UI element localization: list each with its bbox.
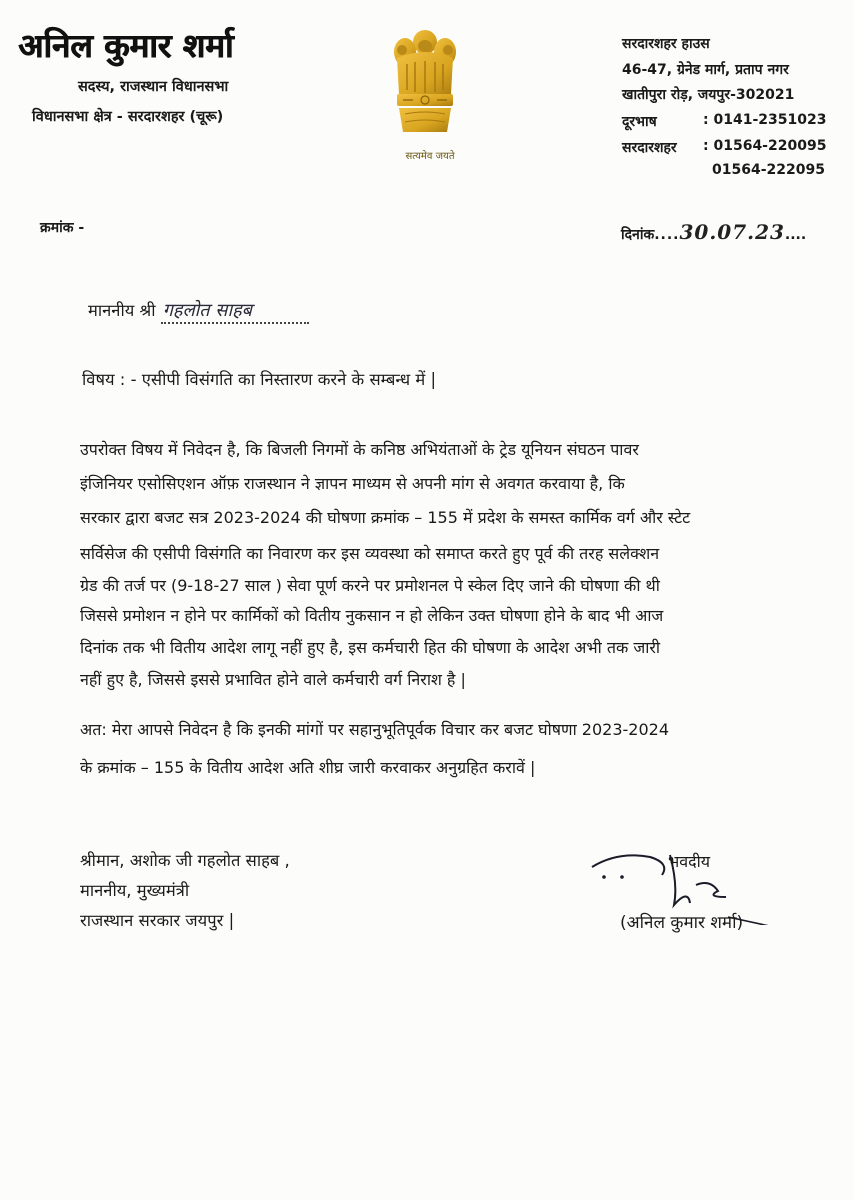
date-value: 30.07.23 [679, 220, 785, 244]
address-line-1: सरदारशहर हाउस [622, 36, 710, 52]
phone-label: दूरभाष [622, 114, 657, 130]
paragraph-line: सरकार द्वारा बजट सत्र 2023-2024 की घोषणा क्रमांक – 155 में प्रदेश के समस्त कार्मिक वर्ग और स्टेट [80, 508, 691, 527]
paragraph-line: अत: मेरा आपसे निवेदन है कि इनकी मांगों पर सहानुभूतिपूर्वक विचार कर बजट घोषणा 2023-2024 [80, 720, 670, 739]
sardarshahar-phone-1: : 01564-220095 [703, 138, 827, 154]
salutation-prefix: माननीय श्री [88, 301, 156, 320]
date-label: दिनांक [621, 227, 655, 243]
recipient-line-1: श्रीमान, अशोक जी गहलोत साहब , [80, 851, 290, 870]
paragraph-line: ग्रेड की तर्ज पर (9-18-27 साल ) सेवा पूर्ण करने पर प्रमोशनल पे स्केल दिए जाने की घोषणा की थी [80, 576, 660, 595]
sardarshahar-label: सरदारशहर [622, 140, 677, 156]
phone-value: : 0141-2351023 [703, 112, 827, 128]
salutation [88, 298, 309, 324]
emblem-motto: सत्यमेव जयते [405, 151, 455, 162]
address-line-3: खातीपुरा रोड़, जयपुर-302021 [622, 87, 795, 103]
paragraph-line: सर्विसेज की एसीपी विसंगति का निवारण कर इस व्यवस्था को समाप्त करते हुए पूर्व की तरह सलेक्शन [80, 544, 660, 563]
signatory-name: (अनिल कुमार शर्मा) [620, 913, 744, 933]
sender-name-heading: अनिल कुमार शर्मा [18, 26, 234, 65]
sender-constituency: विधानसभा क्षेत्र - सरदारशहर (चूरू) [32, 109, 224, 125]
salutation-handwritten-name: गहलोत साहब [161, 298, 309, 324]
address-line-2: 46-47, ग्रेनेड मार्ग, प्रताप नगर [622, 62, 789, 78]
paragraph-line: दिनांक तक भी वितीय आदेश लागू नहीं हुए है, इस कर्मचारी हित की घोषणा के आदेश अभी तक जारी [80, 638, 661, 657]
paragraph-line: उपरोक्त विषय में निवेदन है, कि बिजली निगमों के कनिष्ठ अभियंताओं के ट्रेड यूनियन संघठन पावर [80, 440, 639, 459]
paragraph-line: इंजिनियर एसोसिएशन ऑफ़ राजस्थान ने ज्ञापन माध्यम से अपनी मांग से अवगत करवाया है, कि [80, 474, 625, 493]
recipient-line-2: माननीय, मुख्यमंत्री [80, 881, 190, 900]
sender-designation: सदस्य, राजस्थान विधानसभा [78, 79, 229, 95]
recipient-line-3: राजस्थान सरकार जयपुर | [80, 911, 235, 930]
paragraph-line: के क्रमांक – 155 के वितीय आदेश अति शीघ्र जारी करवाकर अनुग्रहित करावें | [80, 758, 536, 777]
subject-line: विषय : - एसीपी विसंगति का निस्तारण करने के सम्बन्ध में | [82, 370, 437, 389]
reference-number-label: क्रमांक - [40, 220, 85, 236]
sardarshahar-phone-2: 01564-222095 [712, 162, 825, 178]
paragraph-line: नहीं हुए है, जिससे इससे प्रभावित होने वाले कर्मचारी वर्ग निराश है | [80, 670, 466, 689]
paragraph-line: जिससे प्रमोशन न होने पर कार्मिकों को वितीय नुकसान न हो लेकिन उक्त घोषणा होने के बाद भी आज [80, 606, 664, 625]
state-emblem-icon [385, 28, 465, 146]
closing-yours: भवदीय [668, 852, 711, 871]
date-field: दिनांक....30.07.23.... [621, 220, 807, 244]
